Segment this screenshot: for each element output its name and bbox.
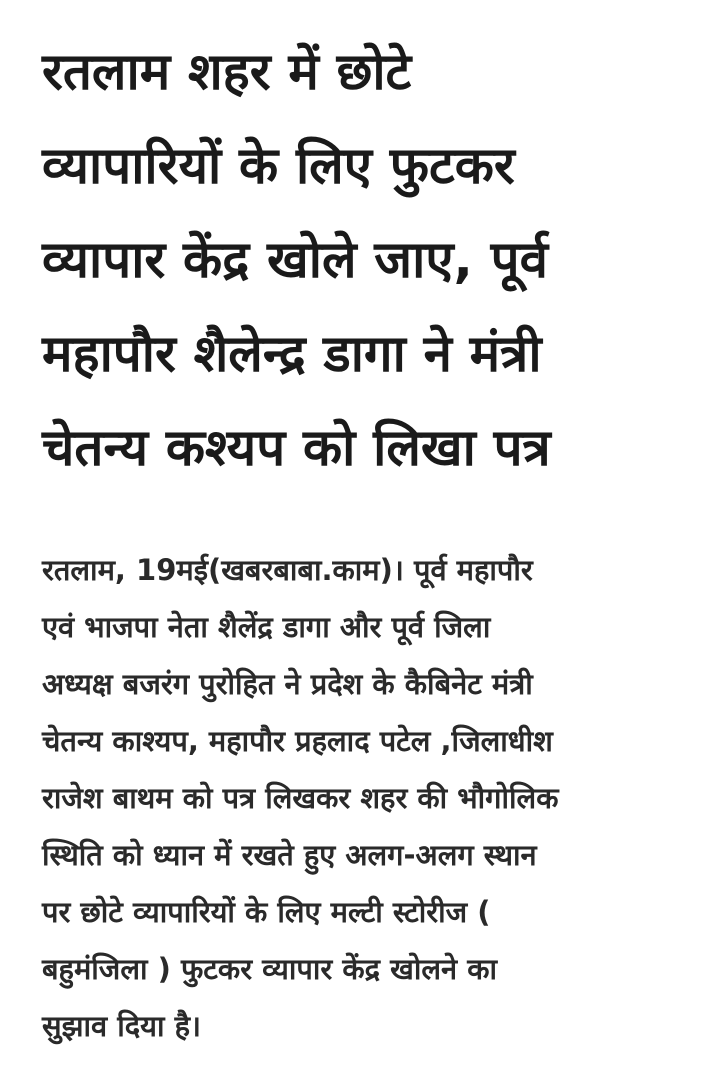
article-body xyxy=(42,542,682,1055)
headline-line: व्यापारियों के लिए फुटकर xyxy=(42,137,515,196)
body-line: अध्यक्ष बजरंग पुरोहित ने प्रदेश के कैबिनेट मंत्री xyxy=(42,667,533,701)
body-line: राजेश बाथम को पत्र लिखकर शहर की भौगोलिक xyxy=(42,781,559,815)
headline-line: व्यापार केंद्र खोले जाए, पूर्व xyxy=(42,231,548,290)
body-line: रतलाम, 19मई(खबरबाबा.काम)। पूर्व महापौर xyxy=(42,553,533,587)
body-line: स्थिति को ध्यान में रखते हुए अलग-अलग स्थान xyxy=(42,838,537,872)
headline-line: महापौर शैलेन्द्र डागा ने मंत्री xyxy=(42,325,542,384)
body-line: एवं भाजपा नेता शैलेंद्र डागा और पूर्व जिला xyxy=(42,610,491,644)
headline-line: रतलाम शहर में छोटे xyxy=(42,43,412,102)
body-line: सुझाव दिया है। xyxy=(42,1009,201,1043)
article-headline xyxy=(42,26,682,496)
body-line: चेतन्य काश्यप, महापौर प्रहलाद पटेल ,जिलाधीश xyxy=(42,724,553,758)
body-line: पर छोटे व्यापारियों के लिए मल्टी स्टोरीज ( xyxy=(42,895,491,929)
headline-line: चेतन्य कश्यप को लिखा पत्र xyxy=(42,419,551,478)
body-line: बहुमंजिला ) फुटकर व्यापार केंद्र खोलने का xyxy=(42,952,497,986)
